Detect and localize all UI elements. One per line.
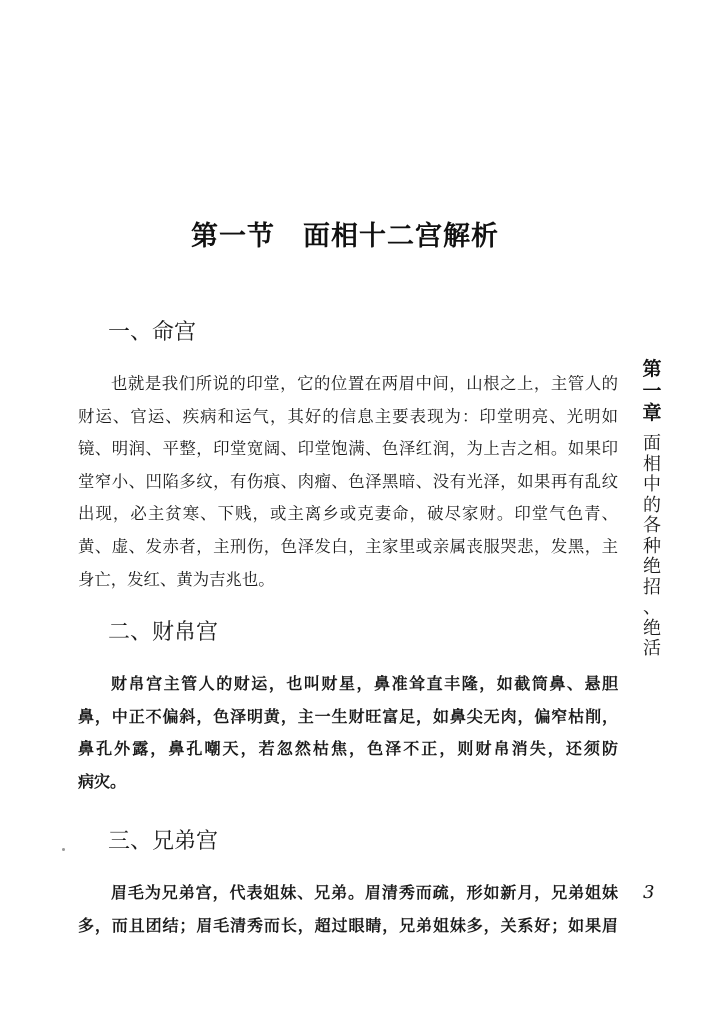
section-heading-ming-gong: 一、命宫 [108,320,197,345]
scan-speck [62,848,65,851]
text-line: 黄、虚、发赤者，主刑伤，色泽发白，主家里或亲属丧服哭悲，发黑，主 [78,536,618,556]
text-line: 财帛宫主管人的财运，也叫财星，鼻准耸直丰隆，如截筒鼻、悬胆 [111,674,618,693]
text-line: 堂窄小、凹陷多纹，有伤痕、肉瘤、色泽黑暗、没有光泽，如果再有乱纹 [78,471,618,491]
subtitle-char: 面 [643,433,661,454]
paragraph-ming-gong [78,368,618,596]
subtitle-char: 种 [643,535,661,557]
section-heading-xiong-di-gong: 三、兄弟宫 [108,829,219,854]
subtitle-char: 绝 [643,556,661,577]
page-number: 3 [643,882,655,903]
subtitle-char: 相 [643,453,661,475]
paragraph-cai-bo-gong [78,668,618,798]
subtitle-char: 各 [643,515,661,536]
text-line: 身亡，发红、黄为吉兆也。 [78,569,275,589]
subtitle-char: 、 [643,597,661,618]
subtitle-char: 活 [643,638,661,659]
section-title: 第一节 面相十二宫解析 [191,221,499,252]
text-line: 眉毛为兄弟宫，代表姐妹、兄弟。眉清秀而疏，形如新月，兄弟姐妹 [111,883,618,902]
subtitle-char: 中 [643,474,661,495]
subtitle-char: 绝 [643,617,661,639]
text-line: 鼻，中正不偏斜，色泽明黄，主一生财旺富足，如鼻尖无肉，偏窄枯削， [78,706,618,726]
text-line: 病灾。 [78,771,127,791]
chapter-subtitle-vertical [640,434,664,660]
text-line: 多，而且团结；眉毛清秀而长，超过眼睛，兄弟姐妹多，关系好；如果眉 [78,915,618,935]
subtitle-char: 的 [643,494,661,516]
chapter-label-vertical [640,358,664,424]
chapter-char: 一 [642,380,662,402]
chapter-char: 第 [642,358,662,380]
text-line: 出现，必主贫寒、下贱，或主离乡或克妻命，破尽家财。印堂气色青、 [78,504,618,524]
subtitle-char: 招 [643,576,661,598]
text-line: 也就是我们所说的印堂，它的位置在两眉中间，山根之上，主管人的 [111,374,618,393]
text-line: 财运、官运、疾病和运气，其好的信息主要表现为：印堂明亮、光明如 [78,406,618,426]
chapter-char: 章 [642,402,662,424]
paragraph-xiong-di-gong [78,877,618,942]
section-heading-cai-bo-gong: 二、财帛宫 [108,620,219,645]
text-line: 鼻孔外露，鼻孔嘲天，若忽然枯焦，色泽不正，则财帛消失，还须防 [78,739,618,759]
text-line: 镜、明润、平整，印堂宽阔、印堂饱满、色泽红润，为上吉之相。如果印 [78,439,618,459]
